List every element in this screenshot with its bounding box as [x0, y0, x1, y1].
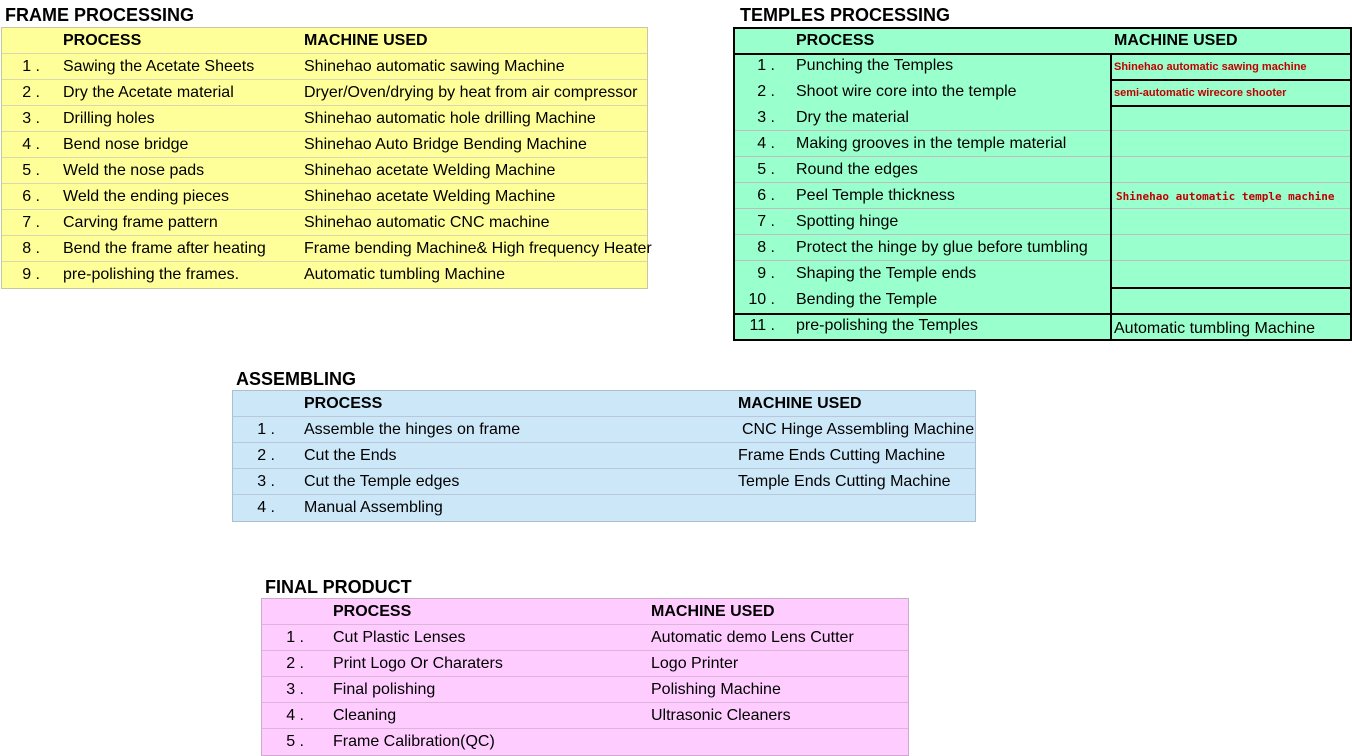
frame-processing-table	[1, 27, 652, 289]
machine-cell: Ultrasonic Cleaners	[651, 707, 791, 724]
table-row	[233, 443, 975, 469]
table-row	[735, 235, 1350, 261]
table-header	[262, 599, 908, 625]
process-cell: Cleaning	[333, 707, 397, 724]
machine-header: MACHINE USED	[304, 32, 428, 49]
temples-processing-title: TEMPLES PROCESSING	[740, 5, 951, 25]
row-divider	[735, 313, 1350, 315]
process-header: PROCESS	[63, 32, 142, 49]
machine-header: MACHINE USED	[651, 603, 775, 620]
machine-cell: Dryer/Oven/drying by heat from air compressor	[304, 84, 638, 101]
row-divider	[1111, 79, 1350, 81]
row-number: 2 .	[22, 84, 40, 101]
machine-cell: Shinehao acetate Welding Machine	[304, 188, 556, 205]
row-number: 6 .	[22, 188, 40, 205]
row-number: 3 .	[757, 109, 775, 126]
row-number: 8 .	[757, 239, 775, 256]
process-cell: Final polishing	[333, 681, 436, 698]
row-number: 2 .	[757, 83, 775, 100]
row-number: 1 .	[22, 58, 40, 75]
process-cell: Bend the frame after heating	[63, 240, 266, 257]
machine-cell: Automatic demo Lens Cutter	[651, 629, 854, 646]
table-row	[2, 106, 647, 132]
process-cell: Cut Plastic Lenses	[333, 629, 466, 646]
table-row	[262, 677, 908, 703]
row-number: 4 .	[257, 499, 275, 516]
process-cell: Dry the material	[796, 109, 909, 126]
machine-cell: Automatic tumbling Machine	[304, 266, 505, 283]
process-cell: pre-polishing the Temples	[796, 317, 979, 334]
row-number: 7 .	[22, 214, 40, 231]
table-row	[2, 262, 647, 288]
process-header: PROCESS	[333, 603, 412, 620]
row-number: 1 .	[257, 421, 275, 438]
process-cell: Punching the Temples	[796, 57, 954, 74]
machine-cell: CNC Hinge Assembling Machine	[742, 421, 975, 438]
temple-machine-2: semi-automatic wirecore shooter	[1114, 87, 1287, 99]
machine-cell: Frame bending Machine& High frequency Heater	[304, 240, 652, 257]
process-cell: Weld the ending pieces	[63, 188, 230, 205]
row-number: 5 .	[286, 733, 304, 750]
process-cell: Drilling holes	[63, 110, 155, 127]
process-cell: Print Logo Or Charaters	[333, 655, 503, 672]
table-row	[735, 261, 1350, 287]
process-cell: Cut the Temple edges	[304, 473, 460, 490]
table-header	[233, 391, 975, 417]
machine-cell: Temple Ends Cutting Machine	[738, 473, 951, 490]
process-cell: Protect the hinge by glue before tumbling	[796, 239, 1088, 256]
machine-cell: Shinehao automatic sawing Machine	[304, 58, 565, 75]
table-row	[735, 287, 1350, 313]
table-row	[735, 209, 1350, 235]
assembling-table	[232, 390, 976, 522]
process-cell: Assemble the hinges on frame	[304, 421, 521, 438]
process-cell: Manual Assembling	[304, 499, 443, 516]
final-product-table	[261, 598, 909, 756]
row-number: 1 .	[757, 57, 775, 74]
machine-header: MACHINE USED	[738, 395, 862, 412]
process-cell: Shoot wire core into the temple	[796, 83, 1017, 100]
row-number: 5 .	[22, 162, 40, 179]
table-row	[2, 158, 647, 184]
row-number: 5 .	[757, 161, 775, 178]
row-number: 6 .	[757, 187, 775, 204]
process-cell: Spotting hinge	[796, 213, 899, 230]
row-number: 3 .	[286, 681, 304, 698]
table-row	[262, 703, 908, 729]
table-row	[262, 651, 908, 677]
machine-cell: Frame Ends Cutting Machine	[738, 447, 946, 464]
table-row	[2, 184, 647, 210]
machine-cell: Shinehao automatic CNC machine	[304, 214, 550, 231]
row-number: 9 .	[757, 265, 775, 282]
process-cell: Cut the Ends	[304, 447, 397, 464]
table-row	[2, 236, 652, 262]
machine-cell: Logo Printer	[651, 655, 739, 672]
process-cell: Bending the Temple	[796, 291, 938, 308]
process-cell: Peel Temple thickness	[796, 187, 955, 204]
row-number: 8 .	[22, 240, 40, 257]
temple-machine-11: Automatic tumbling Machine	[1114, 320, 1315, 337]
table-row	[262, 625, 908, 651]
temples-processing-table	[733, 27, 1352, 341]
machine-cell: Shinehao Auto Bridge Bending Machine	[304, 136, 587, 153]
machine-header: MACHINE USED	[1114, 32, 1238, 49]
row-divider	[1111, 105, 1350, 107]
row-number: 7 .	[757, 213, 775, 230]
row-divider	[735, 53, 1350, 55]
table-header	[735, 29, 1350, 53]
temple-machine-1: Shinehao automatic sawing machine	[1114, 61, 1307, 73]
row-number: 3 .	[257, 473, 275, 490]
table-row	[2, 54, 647, 80]
row-number: 4 .	[286, 707, 304, 724]
table-row	[2, 210, 647, 236]
process-cell: Carving frame pattern	[63, 214, 218, 231]
process-cell: Weld the nose pads	[63, 162, 205, 179]
table-row	[233, 495, 975, 521]
machine-cell: Polishing Machine	[651, 681, 781, 698]
process-header: PROCESS	[304, 395, 383, 412]
machine-cell: Shinehao automatic hole drilling Machine	[304, 110, 596, 127]
table-header	[2, 28, 647, 54]
frame-processing-title: FRAME PROCESSING	[5, 5, 195, 25]
row-number: 11 .	[749, 317, 775, 334]
table-row	[2, 80, 647, 106]
row-number: 3 .	[22, 110, 40, 127]
table-row	[233, 417, 975, 443]
temple-machine-3-9: Shinehao automatic temple machine	[1116, 190, 1335, 203]
table-row	[233, 469, 975, 495]
table-row	[262, 729, 908, 755]
assembling-title: ASSEMBLING	[236, 369, 357, 389]
table-row	[735, 157, 1350, 183]
process-cell: Shaping the Temple ends	[796, 265, 977, 282]
process-cell: Making grooves in the temple material	[796, 135, 1067, 152]
row-number: 1 .	[286, 629, 304, 646]
machine-cell: Shinehao acetate Welding Machine	[304, 162, 556, 179]
row-number: 4 .	[22, 136, 40, 153]
row-divider	[1111, 287, 1350, 289]
row-number: 4 .	[757, 135, 775, 152]
row-number: 2 .	[286, 655, 304, 672]
process-header: PROCESS	[796, 32, 875, 49]
table-row	[2, 132, 647, 158]
process-cell: pre-polishing the frames.	[63, 266, 240, 283]
table-row	[735, 131, 1350, 157]
final-product-title: FINAL PRODUCT	[265, 577, 412, 597]
process-cell: Sawing the Acetate Sheets	[63, 58, 255, 75]
table-row	[735, 105, 1350, 131]
process-cell: Bend nose bridge	[63, 136, 189, 153]
process-cell: Frame Calibration(QC)	[333, 733, 495, 750]
column-divider	[1110, 53, 1112, 339]
row-number: 10 .	[748, 291, 775, 308]
row-number: 2 .	[257, 447, 275, 464]
process-cell: Round the edges	[796, 161, 918, 178]
process-cell: Dry the Acetate material	[63, 84, 234, 101]
row-number: 9 .	[22, 266, 40, 283]
